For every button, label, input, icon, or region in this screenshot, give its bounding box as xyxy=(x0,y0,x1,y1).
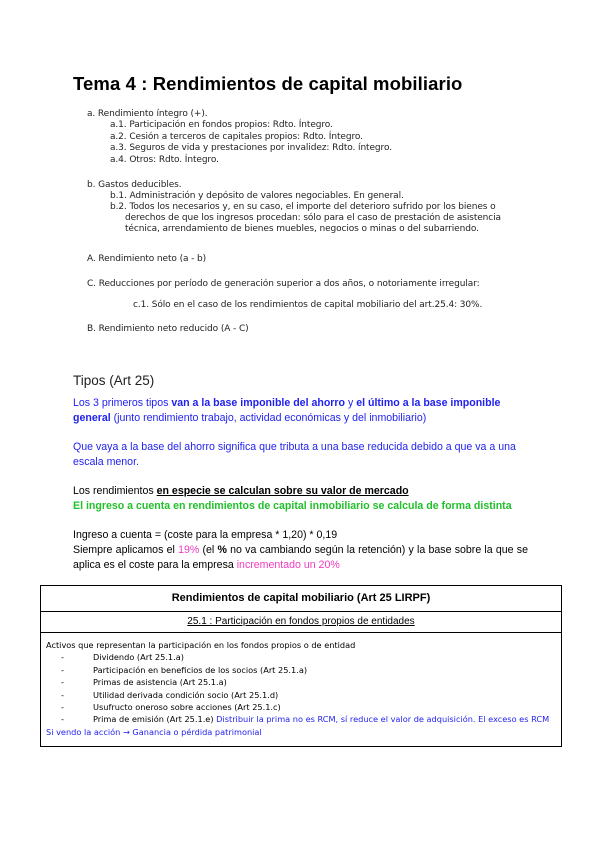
list-item: - Utilidad derivada condición socio (Art 25.1.d) xyxy=(61,689,279,700)
outline-c1: c.1. Sólo en el caso de los rendimientos de capital mobiliario del art.25.4: 30%. xyxy=(133,300,483,310)
table-subheader xyxy=(41,612,561,633)
outline-B: B. Rendimiento neto reducido (A - C) xyxy=(87,324,249,334)
tipos-paragraph-6 xyxy=(73,543,528,573)
p3-text: Los rendimientos xyxy=(73,485,157,497)
list-item: - Primas de asistencia (Art 25.1.a) xyxy=(61,677,227,688)
asset-list xyxy=(46,651,555,725)
outline-a-heading: a. Rendimiento íntegro (+). xyxy=(87,109,208,119)
outline-a4: a.4. Otros: Rdto. Íntegro. xyxy=(110,155,219,165)
outline-b2-line1: b.2. Todos los necesarios y, en su caso, el importe del deterioro sufrido por los bienes o xyxy=(110,202,496,212)
table-footer: Si vendo la acción → Ganancia o pérdida patrimonial xyxy=(46,726,262,737)
list-item: - Prima de emisión (Art 25.1.e) Distribuir la prima no es RCM, sí reduce el valor de adquisición. El exceso es RCM xyxy=(61,714,550,725)
list-item: - Dividendo (Art 25.1.a) xyxy=(61,652,184,663)
outline-b1: b.1. Administración y depósito de valores negociables. En general. xyxy=(110,191,404,201)
ingreso-cuenta-note: El ingreso a cuenta en rendimientos de capital inmobiliario se calcula de forma distinta xyxy=(73,500,512,512)
p6-text-e: no va cambiando según la retención) y la base sobre la que se aplica es el coste para la empresa xyxy=(73,544,528,571)
outline-b2-line2: derechos de que los ingresos procedan: sólo para el caso de prestación de asistencia xyxy=(125,213,501,223)
p1-text-c: y xyxy=(345,397,357,409)
p6-increment: incrementado un 20% xyxy=(236,559,340,571)
p6-percent: 19% xyxy=(178,544,200,556)
outline-A: A. Rendimiento neto (a - b) xyxy=(87,254,207,264)
p1-bold-ahorro: van a la base imponible del ahorro xyxy=(171,397,346,409)
outline-b2-line3: técnica, arrendamiento de bienes muebles, negocios o minas o del subarriendo. xyxy=(125,224,479,234)
outline-a3: a.3. Seguros de vida y prestaciones por invalidez: Rdto. íntegro. xyxy=(110,143,392,153)
p6-percent-sign: % xyxy=(217,544,227,556)
p6-text-c: (el xyxy=(199,544,218,556)
list-item: - Usufructo oneroso sobre acciones (Art 25.1.c) xyxy=(61,702,281,713)
p1-text-e: (junto rendimiento trabajo, actividad económicas y del inmobiliario) xyxy=(110,412,427,424)
p1-bold-general: el último a la base imponible general xyxy=(73,397,501,424)
table-body xyxy=(41,633,561,746)
prima-emision-label: Prima de emisión (Art 25.1.e) xyxy=(93,714,217,725)
outline-a2: a.2. Cesión a terceros de capitales propios: Rdto. Íntegro. xyxy=(110,132,363,142)
rcm-table xyxy=(40,585,562,747)
p3-underlined: en especie se calculan sobre su valor de mercado xyxy=(156,485,409,497)
tipos-paragraph-2: Que vaya a la base del ahorro significa que tributa a una base reducida debido a que va a una escala menor. xyxy=(73,441,516,468)
outline-b-heading: b. Gastos deducibles. xyxy=(87,180,182,190)
outline-a1: a.1. Participación en fondos propios: Rdto. Íntegro. xyxy=(110,120,333,130)
ingreso-cuenta-formula: Ingreso a cuenta = (coste para la empresa * 1,20) * 0,19 xyxy=(73,529,338,541)
table-intro: Activos que representan la participación en los fondos propios o de entidad xyxy=(46,640,356,650)
prima-emision-note: Distribuir la prima no es RCM, sí reduce el valor de adquisición. El exceso es RCM xyxy=(216,714,550,725)
p6-text-a: Siempre aplicamos el xyxy=(73,544,179,556)
table-subheader-text: 25.1 : Participación en fondos propios de entidades xyxy=(187,616,415,627)
p1-text-a: Los 3 primeros tipos xyxy=(73,397,172,409)
tipos-paragraph-1 xyxy=(73,396,528,426)
especie-paragraph xyxy=(73,484,533,499)
list-item: - Participación en beneficios de los socios (Art 25.1.a) xyxy=(61,664,308,675)
page-title: Tema 4 : Rendimientos de capital mobiliario xyxy=(73,73,463,94)
outline-C: C. Reducciones por período de generación superior a dos años, o notoriamente irregular: xyxy=(87,279,480,289)
table-header: Rendimientos de capital mobiliario (Art 25 LIRPF) xyxy=(41,586,561,612)
tipos-heading: Tipos (Art 25) xyxy=(73,373,155,388)
